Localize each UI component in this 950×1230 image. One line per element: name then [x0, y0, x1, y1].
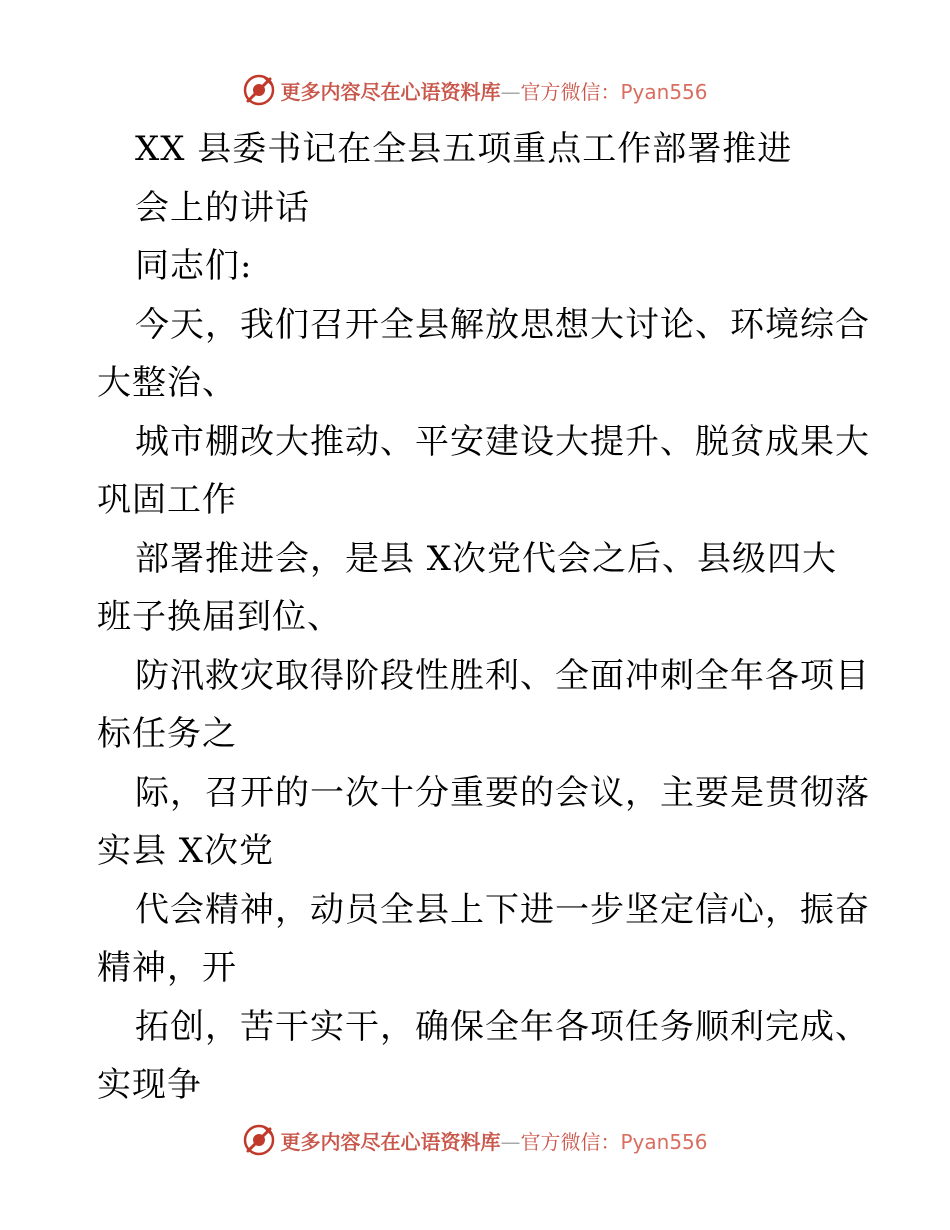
document-line: XX 县委书记在全县五项重点工作部署推进: [135, 129, 793, 169]
document-line: 标任务之: [97, 714, 237, 754]
document-line: 际，召开的一次十分重要的会议，主要是贯彻落: [135, 772, 870, 813]
document-line: 巩固工作: [97, 480, 237, 520]
watermark-wechat-id: Pyan556: [620, 1129, 708, 1154]
document-line: 拓创，苦干实干，确保全年各项任务顺利完成、: [135, 1006, 870, 1047]
watermark-header: [0, 70, 950, 110]
document-line: 精神，开: [97, 948, 237, 988]
watermark-main-text: 更多内容尽在心语资料库: [280, 79, 501, 104]
document-line: 防汛救灾取得阶段性胜利、全面冲刺全年各项目: [135, 655, 870, 696]
watermark-separator: —: [500, 79, 521, 104]
document-line: 实现争: [97, 1065, 202, 1105]
watermark-separator: —: [500, 1129, 521, 1154]
watermark-main-text: 更多内容尽在心语资料库: [280, 1129, 501, 1154]
watermark-wechat-id: Pyan556: [620, 79, 708, 104]
document-line: 代会精神，动员全县上下进一步坚定信心，振奋: [135, 889, 870, 930]
document-line: 今天，我们召开全县解放思想大讨论、环境综合: [135, 304, 870, 345]
document-line: 同志们:: [135, 246, 253, 286]
pen-logo-icon: [242, 1123, 276, 1157]
watermark-footer: [0, 1120, 950, 1160]
document-line: 部署推进会，是县 X次党代会之后、县级四大: [135, 538, 838, 579]
document-body: [97, 120, 870, 1115]
document-line: 实县 X次党: [97, 831, 275, 871]
document-line: 城市棚改大推动、平安建设大提升、脱贫成果大: [135, 421, 870, 462]
watermark-text: [280, 1126, 707, 1155]
document-line: 大整治、: [97, 363, 237, 403]
watermark-wechat-label: 官方微信：: [520, 1129, 621, 1154]
watermark-wechat-label: 官方微信：: [520, 79, 621, 104]
document-line: 班子换届到位、: [97, 597, 342, 637]
pen-logo-icon: [242, 73, 276, 107]
watermark-text: [280, 76, 707, 105]
document-line: 会上的讲话: [135, 187, 310, 228]
